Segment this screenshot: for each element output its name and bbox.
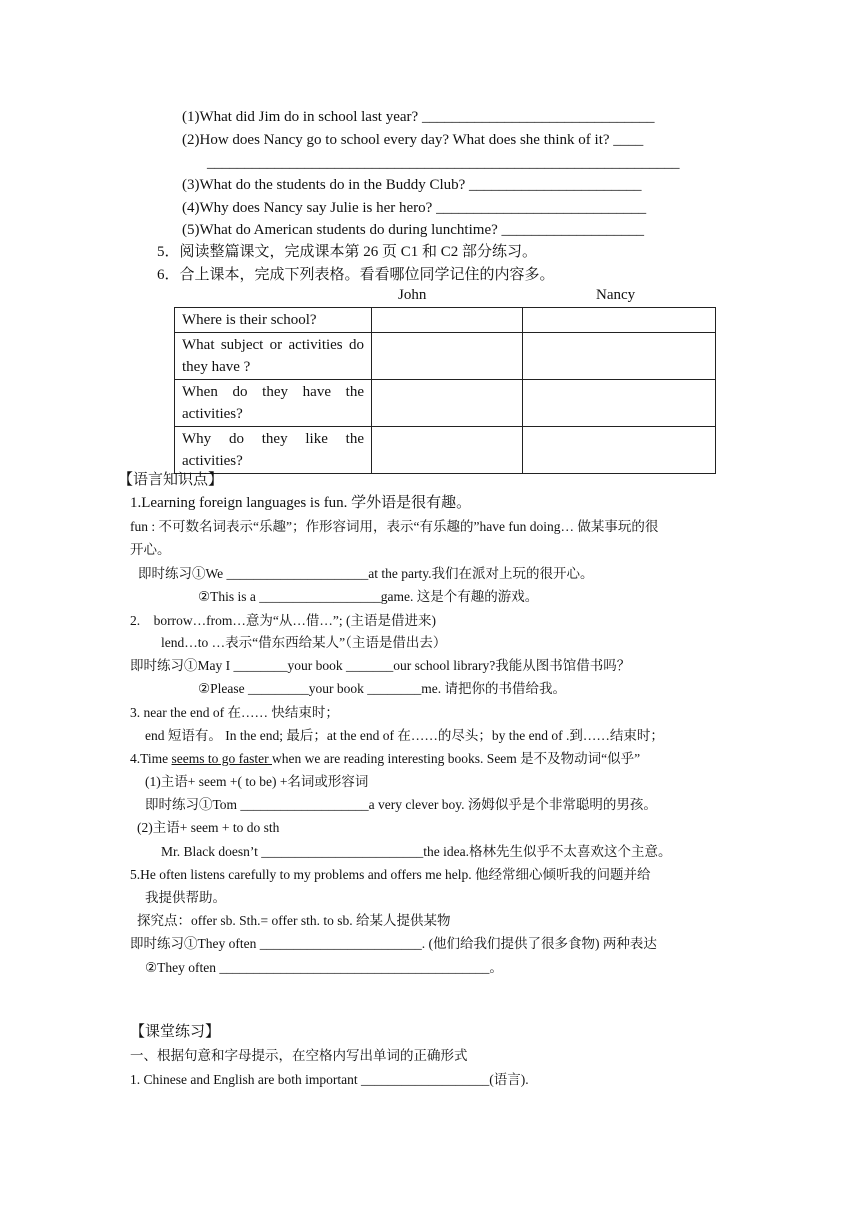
question-1: (1)What did Jim do in school last year? _______________________________ [182,109,655,125]
nancy-cell[interactable] [523,333,716,380]
table-row-label: Where is their school? [175,308,372,333]
practice-heading: 【课堂练习】 [130,1024,221,1040]
knowledge-text: when we are reading interesting books. Seem 是不及物动词“似乎” [272,751,641,766]
table-row [175,308,716,333]
table-header-nancy: Nancy [596,287,636,303]
knowledge-line: 3. near the end of 在…… 快结束时； [130,705,339,720]
knowledge-line: 即时练习①May I ________your book _______our school library?我能从图书馆借书吗？ [130,658,631,673]
knowledge-line: 我提供帮助。 [145,890,226,905]
table-row [175,427,716,474]
john-cell[interactable] [372,308,523,333]
knowledge-line [130,749,640,769]
nancy-cell[interactable] [523,427,716,474]
knowledge-line: 2. borrow…from…意为“从…借…”; (主语是借进来) [130,613,436,628]
knowledge-line: (2)主语+ seem + to do sth [137,820,280,835]
question-2: (2)How does Nancy go to school every day? What does she think of it? ____ [182,132,644,148]
john-cell[interactable] [372,380,523,427]
john-cell[interactable] [372,333,523,380]
question-5: (5)What do American students do during lunchtime? ___________________ [182,222,645,238]
practice-instruction: 一、根据句意和字母提示，在空格内写出单词的正确形式 [130,1048,468,1063]
knowledge-line: 探究点：offer sb. Sth.= offer sth. to sb. 给某人提供某物 [137,913,451,928]
table-row-label: What subject or activities do they have ? [175,333,372,380]
knowledge-line: ②They often ________________________________________。 [145,960,503,975]
knowledge-line: lend…to …表示“借东西给某人”（主语是借出去） [161,635,447,650]
knowledge-line: 即时练习①Tom ___________________a very clever boy. 汤姆似乎是个非常聪明的男孩。 [145,797,657,812]
knowledge-line: end 短语有。 In the end; 最后；at the end of 在……的尽头；by the end of .到……结束时； [145,728,664,743]
question-4: (4)Why does Nancy say Julie is her hero? ____________________________ [182,200,647,216]
table-row-label: Why do they like the activities? [175,427,372,474]
table-row [175,333,716,380]
knowledge-line: 1.Learning foreign languages is fun. 学外语是很有趣。 [130,495,472,511]
knowledge-line: 即时练习①We _____________________at the party.我们在派对上玩的很开心。 [138,566,594,581]
knowledge-line: ②Please _________your book ________me. 请把你的书借给我。 [198,681,566,696]
knowledge-text: 4.Time [130,751,172,766]
underlined-phrase: seems to go faster [171,751,272,766]
nancy-cell[interactable] [523,380,716,427]
practice-question-1: 1. Chinese and English are both important ___________________(语言). [130,1072,529,1087]
table-row [175,380,716,427]
task-6: 6．合上课本，完成下列表格。看看哪位同学记住的内容多。 [157,267,555,283]
comparison-table [174,307,716,474]
knowledge-line: 开心。 [130,542,171,557]
knowledge-line: ②This is a __________________game. 这是个有趣的游戏。 [198,589,539,604]
task-5: 5．阅读整篇课文，完成课本第 26 页 C1 和 C2 部分练习。 [157,244,538,260]
knowledge-line: 5.He often listens carefully to my problems and offers me help. 他经常细心倾听我的问题并给 [130,867,651,882]
john-cell[interactable] [372,427,523,474]
table-header-john: John [398,287,427,303]
knowledge-line: Mr. Black doesn’t ________________________the idea.格林先生似乎不太喜欢这个主意。 [161,844,672,859]
knowledge-line: 即时练习①They often ________________________. (他们给我们提供了很多食物) 两种表达 [130,936,657,951]
nancy-cell[interactable] [523,308,716,333]
table-row-label: When do they have the activities? [175,380,372,427]
question-2-blank: _______________________________________________________________ [207,155,680,171]
knowledge-line: fun : 不可数名词表示“乐趣”；作形容词用，表示“有乐趣的”have fun doing… 做某事玩的很 [130,519,659,534]
knowledge-heading: 【语言知识点】 [118,472,224,488]
knowledge-line: (1)主语+ seem +( to be) +名词或形容词 [145,774,369,789]
question-3: (3)What do the students do in the Buddy Club? _______________________ [182,177,642,193]
